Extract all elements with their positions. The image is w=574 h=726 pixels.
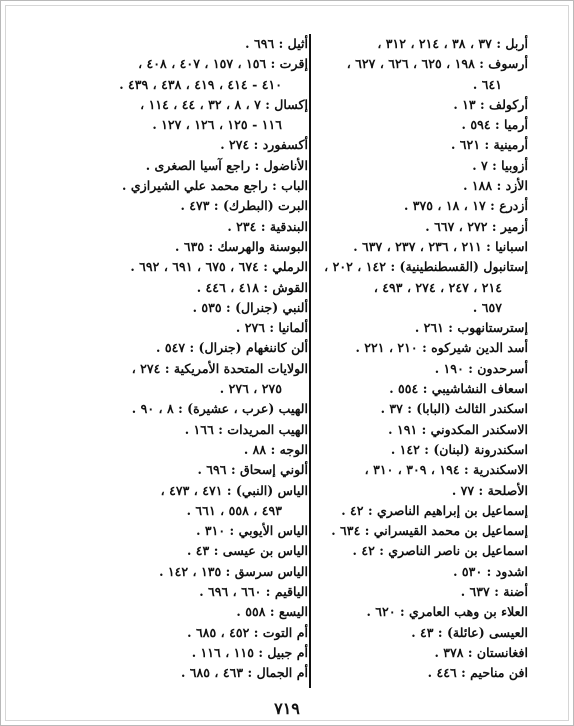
index-entry: القوش : ٤١٨ ، ٤٤٦ . <box>196 279 308 295</box>
index-entry: أزدرع : ١٧ ، ١٨ ، ٣٧٥ . <box>403 198 528 214</box>
index-entry: اسماعيل بن ناصر الناصري : ٤٢ . <box>352 543 528 559</box>
index-entry: إسترستانهوب : ٢٦١ . <box>414 320 528 336</box>
index-entry: الهيب المريدات : ١٦٦ . <box>184 421 308 437</box>
index-column-left <box>100 34 308 684</box>
index-entry: البندقية : ٢٣٤ . <box>227 218 308 234</box>
index-entry-continuation: ٤١٠ - ٤١٤ ، ٤١٩ ، ٤٣٨ ، ٤٣٩ . <box>119 76 282 92</box>
index-entry: أم جبيل : ١١٥ ، ١١٦ . <box>191 644 308 660</box>
index-entry: أرسوف : ١٩٨ ، ٦٢٥ ، ٦٢٦ ، ٦٢٧ ، <box>346 56 528 72</box>
index-entry: إسماعيل بن محمد القيسراني : ٦٣٤ . <box>331 523 528 539</box>
index-entry: الولايات المتحدة الأمريكية : ٢٧٤ ، <box>131 360 308 376</box>
index-entry: اليسع : ٥٥٨ . <box>236 604 308 620</box>
index-entry: أرمينية : ٦٢١ . <box>451 137 528 153</box>
index-entry-continuation: ٤٩٣ ، ٥٥٨ ، ٦٦١ . <box>186 502 282 518</box>
index-entry: أضنة : ٦٣٧ . <box>460 584 528 600</box>
index-entry: اشدود : ٥٣٠ . <box>453 563 528 579</box>
index-entry: اسكندرونة (لبنان) : ١٤٢ . <box>390 441 528 457</box>
index-entry: أزمير : ٢٧٢ ، ٦٦٧ . <box>425 218 528 234</box>
index-entry: الأصلحة : ٧٧ . <box>451 482 528 498</box>
page-number: ٧١٩ <box>274 699 300 718</box>
index-entry: ألن كاننغهام (جنرال) : ٥٤٧ . <box>156 340 308 356</box>
index-entry: أكسفورد : ٢٧٤ . <box>220 137 308 153</box>
index-entry: الأزد : ١٨٨ . <box>463 178 528 194</box>
index-entry: افغانستان : ٣٧٨ . <box>434 644 528 660</box>
index-entry-continuation: ٦٥٧ . <box>472 299 502 315</box>
index-entry: أربل : ٣٧ ، ٣٨ ، ٢١٤ ، ٣١٢ ، <box>377 36 528 51</box>
index-entry: أركولف : ١٣ . <box>453 96 528 112</box>
index-entry: أم الجمال : ٤٦٣ ، ٦٨٥ . <box>180 665 308 681</box>
index-entry: أزوبيا : ٧ . <box>472 157 528 173</box>
index-entry: إقرت : ١٥٦ ، ١٥٧ ، ٤٠٧ ، ٤٠٨ ، <box>138 56 308 72</box>
index-entry: الياس (النبي) : ٤٧١ ، ٤٧٣ ، <box>160 482 308 498</box>
index-entry: إسماعيل بن إبراهيم الناصري : ٤٢ . <box>341 502 528 518</box>
index-entry: الاسكندرية : ١٩٤ ، ٣٠٩ ، ٣١٠ ، <box>364 462 528 478</box>
index-entry: الهيب (عرب ، عشيرة) : ٨ ، ٩٠ . <box>131 401 308 417</box>
index-entry-continuation: ٢٧٥ ، ٢٧٦ . <box>219 381 282 397</box>
index-entry: ألمانيا : ٢٧٦ . <box>235 320 308 336</box>
column-divider <box>309 34 311 688</box>
index-entry: الباب : راجع محمد علي الشيرازي . <box>122 178 308 194</box>
index-entry: البوسنة والهرسك : ٦٣٥ . <box>175 238 308 254</box>
index-entry: الياس الأيوبي : ٣١٠ . <box>196 523 308 539</box>
index-entry: الوجه : ٨٨ . <box>243 441 308 457</box>
index-entry: أسد الدين شيركوه : ٢١٠ ، ٢٢١ . <box>355 340 528 356</box>
index-entry-continuation: ٦٤١ . <box>472 76 502 92</box>
index-entry-continuation: ٢١٤ ، ٢٤٧ ، ٢٧٤ ، ٤٩٣ ، <box>373 279 502 295</box>
index-entry: الياقيم : ٦٦٠ ، ٦٩٦ . <box>199 584 308 600</box>
index-entry: أم التوت : ٤٥٢ ، ٦٨٥ . <box>187 624 308 640</box>
index-entry: ألوني إسحاق : ٦٩٦ . <box>197 462 308 478</box>
index-entry: إكسال : ٧ ، ٨ ، ٣٢ ، ٤٤ ، ١١٤ ، <box>140 96 308 112</box>
index-column-right <box>316 34 528 684</box>
index-entry: ألنبي (جنرال) : ٥٣٥ . <box>192 299 308 315</box>
index-entry: اسكندر الثالث (البابا) : ٣٧ . <box>380 401 528 417</box>
index-entry: إستانبول (القسطنطينية) : ١٤٢ ، ٢٠٢ ، <box>324 259 528 275</box>
index-entry: العلاء بن وهب العامري : ٦٢٠ . <box>366 604 528 620</box>
index-entry: الياس سرسق : ١٣٥ ، ١٤٢ . <box>159 563 308 579</box>
index-entry: الرملي : ٦٧٤ ، ٦٧٥ ، ٦٩١ ، ٦٩٢ . <box>130 259 308 275</box>
index-entry-continuation: ١١٦ - ١٢٥ ، ١٢٦ ، ١٢٧ . <box>152 117 282 133</box>
index-entry: افن مناحيم : ٤٤٦ . <box>427 665 528 681</box>
index-entry: الأناضول : راجع آسيا الصغرى . <box>145 157 308 173</box>
index-entry: اسبانيا : ٢١١ ، ٢٣٦ ، ٢٣٧ ، ٦٣٧ . <box>353 238 528 254</box>
index-entry: اسعاف النشاشيبي : ٥٥٤ . <box>389 381 528 397</box>
index-entry: الياس بن عيسى : ٤٣ . <box>187 543 308 559</box>
index-entry: البرت (البطرك) : ٤٧٣ . <box>180 198 308 214</box>
index-entry: العيسى (عائلة) : ٤٣ . <box>411 624 528 640</box>
index-entry: أسرحدون : ١٩٠ . <box>434 360 528 376</box>
index-entry: أرميا : ٥٩٤ . <box>461 117 528 133</box>
index-entry: أثيل : ٦٩٦ . <box>245 36 308 51</box>
index-entry: الاسكندر المكدوني : ١٩١ . <box>388 421 528 437</box>
